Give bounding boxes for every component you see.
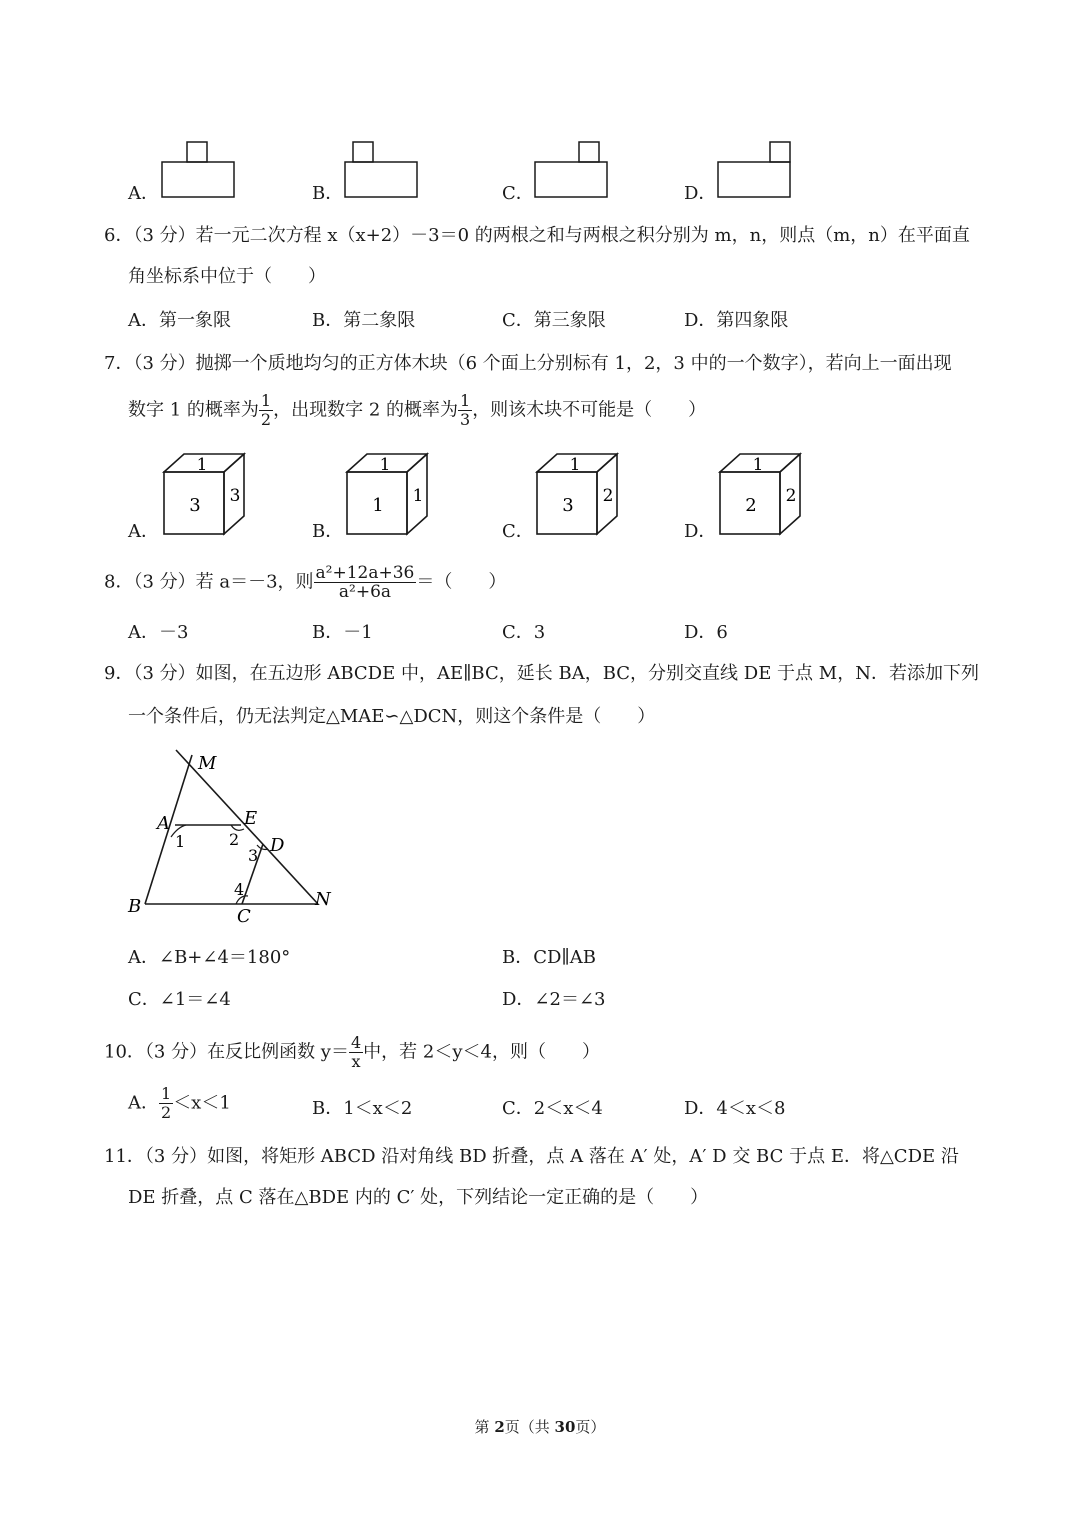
q7-stem-line2 [128,392,706,429]
q7-cube-b [343,450,433,540]
q9-label-b: B [128,896,142,917]
q7-text-a: 数字 1 的概率为 [128,399,259,421]
q7-stem-line1: 7．（3 分）抛掷一个质地均匀的正方体木块（6 个面上分别标有 1，2，3 中的一个数字），若向上一面出现 [104,353,952,374]
q9-angle-2: 2 [229,830,240,849]
q9-stem-line2: 一个条件后，仍无法判定△MAE∽△DCN，则这个条件是（ ） [128,706,656,727]
q10-frac-num: 4 [350,1033,362,1052]
q9-label-d: D [270,835,285,856]
footer-middle: 页（共 [504,1418,555,1436]
q9-label-e: E [244,808,258,829]
q9-option-d: D．∠2＝∠3 [502,989,606,1010]
q7-cube-a [160,450,250,540]
q10-option-a-label: A． [128,1092,159,1114]
q7-cube-d-top: 1 [752,455,764,475]
q7-cube-c-front: 3 [562,495,574,516]
q7-frac1-den: 2 [260,410,272,429]
footer-suffix: 页） [575,1418,606,1436]
q11-stem-line2: DE 折叠，点 C 落在△BDE 内的 C′ 处，下列结论一定正确的是（ ） [128,1187,709,1208]
q9-option-a: A．∠B+∠4＝180° [128,947,291,968]
q9-label-m: M [198,753,217,774]
footer-prefix: 第 [474,1418,495,1436]
q9-angle-3: 3 [248,846,259,865]
footer-page-number: 2 [494,1418,505,1436]
q5-figure-c [533,138,613,200]
q5-option-c-label: C． [502,183,534,204]
q5-figure-b [343,138,423,200]
q6-option-b: B．第二象限 [312,310,416,331]
q8-option-d: D．6 [684,622,728,643]
q7-text-b: ，出现数字 2 的概率为 [273,399,458,421]
q7-cube-b-side: 1 [412,486,424,506]
q9-label-a: A [157,813,170,834]
q7-cube-c-top: 1 [569,455,581,475]
q10-option-b: B．1＜x＜2 [312,1098,413,1119]
q10-stem [104,1034,600,1071]
q8-numerator: a²+12a+36 [315,563,415,583]
q6-stem-line1: 6．（3 分）若一元二次方程 x（x+2）－3＝0 的两根之和与两根之积分别为 m，n，则点（m，n）在平面直 [104,225,970,246]
q7-cube-a-side: 3 [229,486,241,506]
q8-option-b: B．－1 [312,622,373,643]
q5-figure-a [160,138,240,200]
q6-option-d: D．第四象限 [684,310,789,331]
q7-option-a-label: A． [128,521,159,542]
q9-option-c: C．∠1＝∠4 [128,989,231,1010]
q10-suffix: 中，若 2＜y＜4，则（ ） [363,1041,600,1063]
page-footer [0,1416,1080,1437]
q8-option-c: C．3 [502,622,546,643]
q9-angle-1: 1 [175,832,186,851]
q7-cube-b-front: 1 [372,495,384,516]
q5-option-d-label: D． [684,183,717,204]
q9-angle-4: 4 [234,880,245,899]
q8-denominator: a²+6a [338,582,392,602]
q7-frac2-den: 3 [460,410,471,429]
q7-option-c-label: C． [502,521,534,542]
q9-label-c: C [237,906,251,927]
q10-option-a-den: 2 [161,1103,172,1122]
q10-frac-den: x [351,1052,361,1071]
q7-cube-d-front: 2 [745,495,757,516]
q7-cube-a-front: 3 [189,495,201,516]
q8-stem [104,564,506,601]
q9-figure [120,745,350,930]
q7-cube-c-side: 2 [602,486,614,506]
q8-option-a: A．－3 [128,622,189,643]
q7-fraction-1 [259,392,273,429]
q7-option-b-label: B． [312,521,344,542]
q10-option-c: C．2＜x＜4 [502,1098,603,1119]
q10-option-a-fraction [159,1085,173,1122]
q8-prefix: 8．（3 分）若 a＝－3，则 [104,571,314,593]
q6-stem-line2: 角坐标系中位于（ ） [128,266,326,287]
q7-frac1-num: 1 [260,391,272,410]
q10-option-a [128,1085,231,1122]
q10-option-a-rest: ＜x＜1 [173,1092,231,1114]
q5-option-a-label: A． [128,183,159,204]
q8-fraction [314,564,417,601]
q7-cube-d-side: 2 [785,486,797,506]
q7-cube-c [533,450,623,540]
q10-option-d: D．4＜x＜8 [684,1098,786,1119]
q9-label-n: N [315,889,331,910]
footer-total-pages: 30 [554,1418,576,1436]
q7-frac2-num: 1 [460,391,471,410]
q10-option-a-num: 1 [161,1084,172,1103]
q9-stem-line1: 9．（3 分）如图，在五边形 ABCDE 中，AE∥BC，延长 BA，BC，分别交直线 DE 于点 M，N．若添加下列 [104,663,979,684]
q9-option-b: B．CD∥AB [502,947,596,968]
q11-stem-line1: 11．（3 分）如图，将矩形 ABCD 沿对角线 BD 折叠，点 A 落在 A′ 处，A′ D 交 BC 于点 E．将△CDE 沿 [104,1146,959,1167]
q7-cube-a-top: 1 [196,455,208,475]
q10-fraction [349,1034,363,1071]
q6-option-c: C．第三象限 [502,310,606,331]
q7-cube-b-top: 1 [379,455,391,475]
q7-option-d-label: D． [684,521,717,542]
q7-text-c: ，则该木块不可能是（ ） [472,399,707,421]
q5-option-b-label: B． [312,183,344,204]
q5-figure-d [716,138,796,200]
q7-fraction-2 [458,392,472,429]
q7-cube-d [716,450,806,540]
q10-prefix: 10．（3 分）在反比例函数 y＝ [104,1041,349,1063]
q6-option-a: A．第一象限 [128,310,231,331]
q8-suffix: ＝（ ） [416,571,507,593]
